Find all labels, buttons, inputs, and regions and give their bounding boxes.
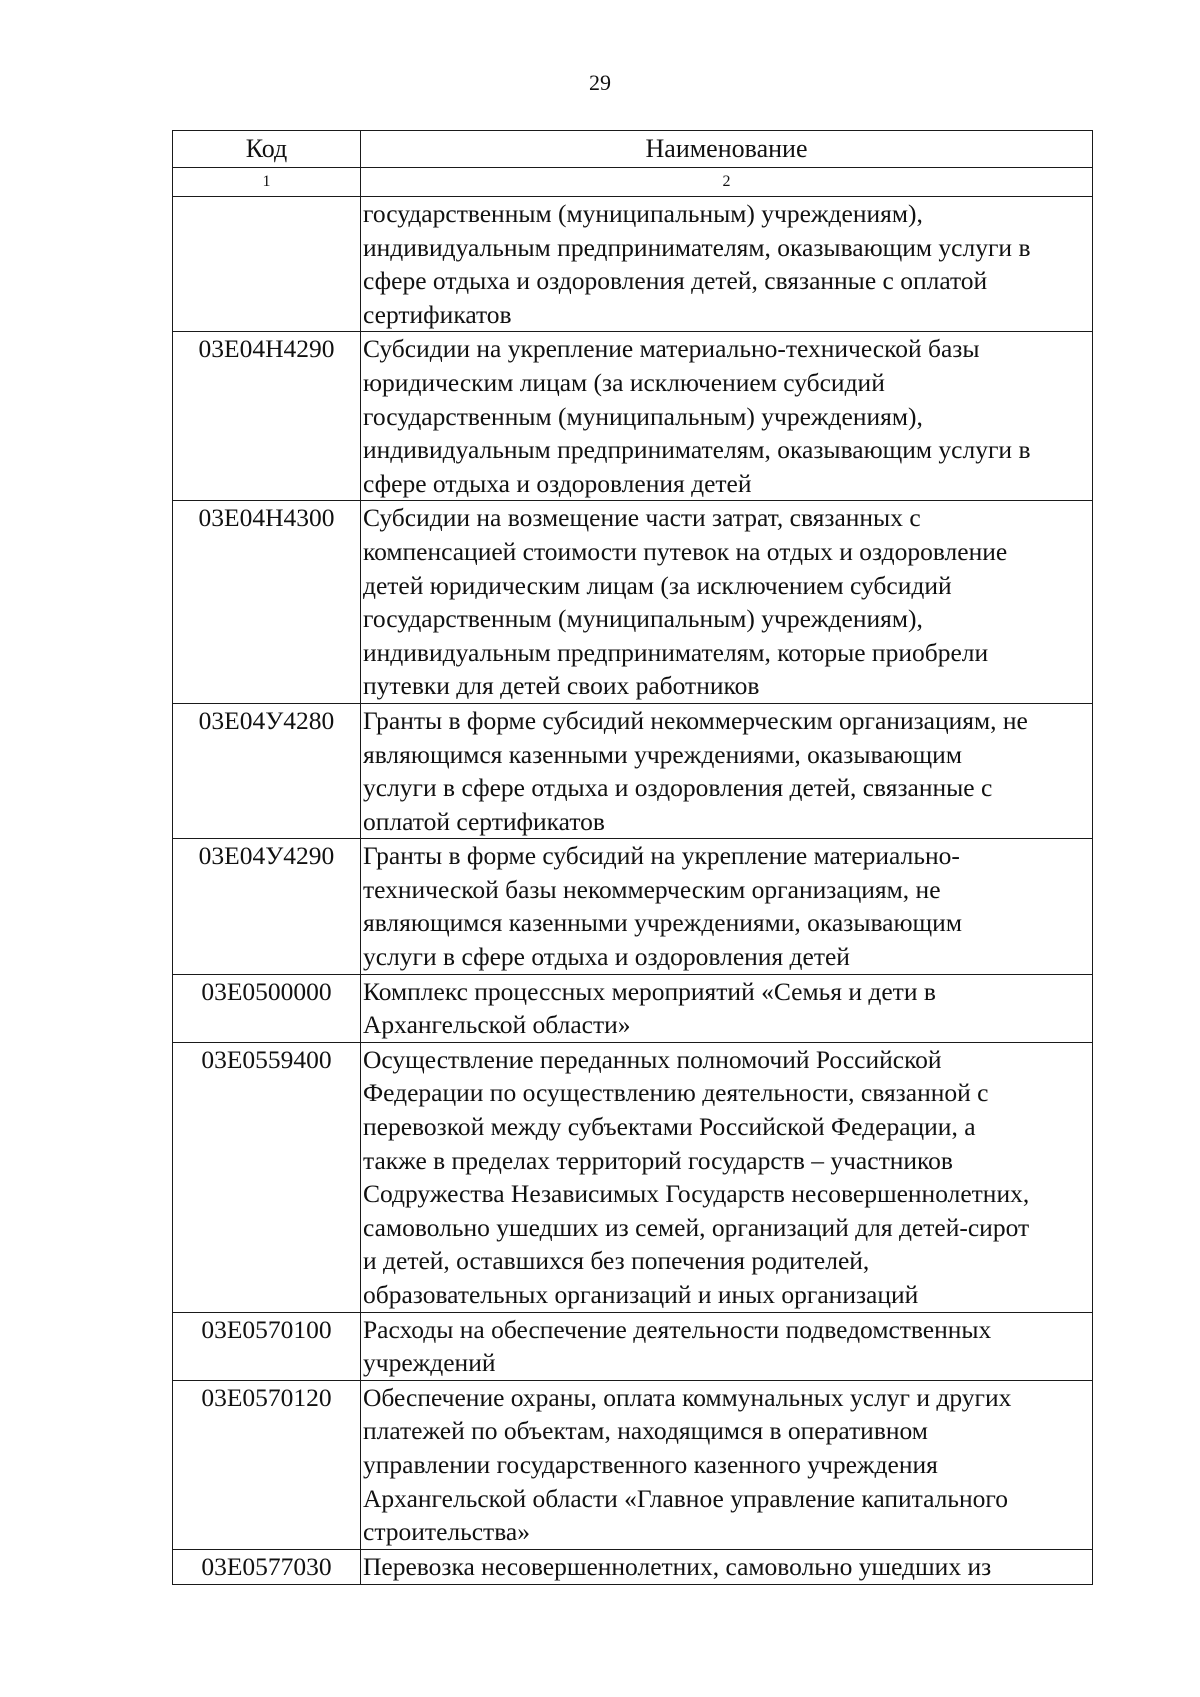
column-number-code: 1 — [173, 168, 361, 197]
row-name — [361, 703, 1093, 838]
row-name-line: являющимся казенными учреждениями, оказывающим — [363, 739, 962, 769]
row-name-line: Федерации по осуществлению деятельности, связанной с — [363, 1078, 989, 1108]
row-name-line: также в пределах территорий государств – участников — [363, 1145, 953, 1175]
row-name-line: Перевозка несовершеннолетних, самовольно ушедших из — [363, 1551, 992, 1581]
row-name-line: образовательных организаций и иных организаций — [363, 1280, 919, 1309]
row-name-line: Субсидии на возмещение части затрат, связанных с — [363, 503, 921, 533]
table-row — [173, 1380, 1093, 1549]
page-number: 29 — [589, 70, 611, 95]
row-code: 03Е0577030 — [173, 1549, 361, 1584]
row-name-line: индивидуальным предпринимателям, оказывающим услуги в — [363, 435, 1031, 465]
row-name-line: Гранты в форме субсидий на укрепление материально- — [363, 841, 960, 871]
row-name-line: являющимся казенными учреждениями, оказывающим — [363, 908, 962, 938]
row-name-line: Обеспечение охраны, оплата коммунальных услуг и других — [363, 1382, 1012, 1412]
row-name — [361, 197, 1093, 332]
row-name-line: строительства» — [363, 1517, 530, 1547]
header-code: Код — [173, 131, 361, 168]
table-row — [173, 197, 1093, 332]
table-row — [173, 703, 1093, 838]
table-row — [173, 974, 1093, 1042]
row-name-line: государственным (муниципальным) учреждениям), — [363, 604, 923, 634]
row-name-line: государственным (муниципальным) учреждениям), — [363, 401, 923, 431]
row-name — [361, 1312, 1093, 1380]
row-name-line: оплатой сертификатов — [363, 806, 605, 836]
row-code — [173, 197, 361, 332]
row-name — [361, 1549, 1093, 1584]
row-code: 03Е0559400 — [173, 1042, 361, 1312]
row-code: 03Е04У4290 — [173, 839, 361, 974]
row-name-line: путевки для детей своих работников — [363, 671, 760, 701]
row-name-line: самовольно ушедших из семей, организаций для детей-сирот — [363, 1212, 1030, 1242]
row-name-line: Комплекс процессных мероприятий «Семья и дети в — [363, 976, 936, 1006]
row-name-line: государственным (муниципальным) учреждениям), — [363, 199, 923, 228]
row-name-line: Гранты в форме субсидий некоммерческим организациям, не — [363, 705, 1028, 735]
table-row — [173, 839, 1093, 974]
row-name-line: платежей по объектам, находящимся в оперативном — [363, 1416, 928, 1446]
row-name-line: Субсидии на укрепление материально-технической базы — [363, 334, 980, 364]
row-code: 03Е04Н4290 — [173, 332, 361, 501]
table-row — [173, 1312, 1093, 1380]
row-code: 03Е0570100 — [173, 1312, 361, 1380]
column-number-name: 2 — [361, 168, 1093, 197]
table-header-row — [173, 131, 1093, 168]
budget-code-table — [172, 130, 1093, 1585]
row-name-line: детей юридическим лицам (за исключением субсидий — [363, 570, 952, 600]
row-name-line: сертификатов — [363, 299, 512, 329]
row-name — [361, 1042, 1093, 1312]
row-name-line: Содружества Независимых Государств несовершеннолетних, — [363, 1179, 1030, 1209]
row-code: 03Е04Н4300 — [173, 501, 361, 704]
row-name-line: технической базы некоммерческим организациям, не — [363, 874, 941, 904]
table-row — [173, 332, 1093, 501]
row-name-line: компенсацией стоимости путевок на отдых и оздоровление — [363, 536, 1008, 566]
column-number-row — [173, 168, 1093, 197]
row-name-line: услуги в сфере отдыха и оздоровления детей, связанные с — [363, 773, 993, 803]
row-name-line: сфере отдыха и оздоровления детей, связанные с оплатой — [363, 266, 988, 296]
row-name-line: управлении государственного казенного учреждения — [363, 1449, 938, 1479]
row-name-line: индивидуальным предпринимателям, которые приобрели — [363, 637, 989, 667]
header-name: Наименование — [361, 131, 1093, 168]
row-code: 03Е0570120 — [173, 1380, 361, 1549]
row-name — [361, 501, 1093, 704]
row-code: 03Е0500000 — [173, 974, 361, 1042]
row-name-line: юридическим лицам (за исключением субсидий — [363, 367, 885, 397]
row-name-line: Архангельской области «Главное управление капитального — [363, 1483, 1008, 1513]
row-name-line: перевозкой между субъектами Российской Федерации, а — [363, 1112, 976, 1142]
table-row — [173, 501, 1093, 704]
row-name — [361, 974, 1093, 1042]
row-name-line: индивидуальным предпринимателям, оказывающим услуги в — [363, 232, 1031, 262]
row-code: 03Е04У4280 — [173, 703, 361, 838]
row-name-line: услуги в сфере отдыха и оздоровления детей — [363, 942, 850, 972]
row-name-line: Осуществление переданных полномочий Российской — [363, 1044, 942, 1074]
table-row — [173, 1549, 1093, 1584]
table-body — [173, 197, 1093, 1585]
table-row — [173, 1042, 1093, 1312]
row-name-line: учреждений — [363, 1348, 496, 1378]
row-name — [361, 1380, 1093, 1549]
row-name-line: сфере отдыха и оздоровления детей — [363, 468, 752, 498]
row-name — [361, 332, 1093, 501]
row-name-line: Архангельской области» — [363, 1010, 631, 1040]
row-name-line: и детей, оставшихся без попечения родителей, — [363, 1246, 870, 1276]
row-name — [361, 839, 1093, 974]
row-name-line: Расходы на обеспечение деятельности подведомственных — [363, 1314, 992, 1344]
